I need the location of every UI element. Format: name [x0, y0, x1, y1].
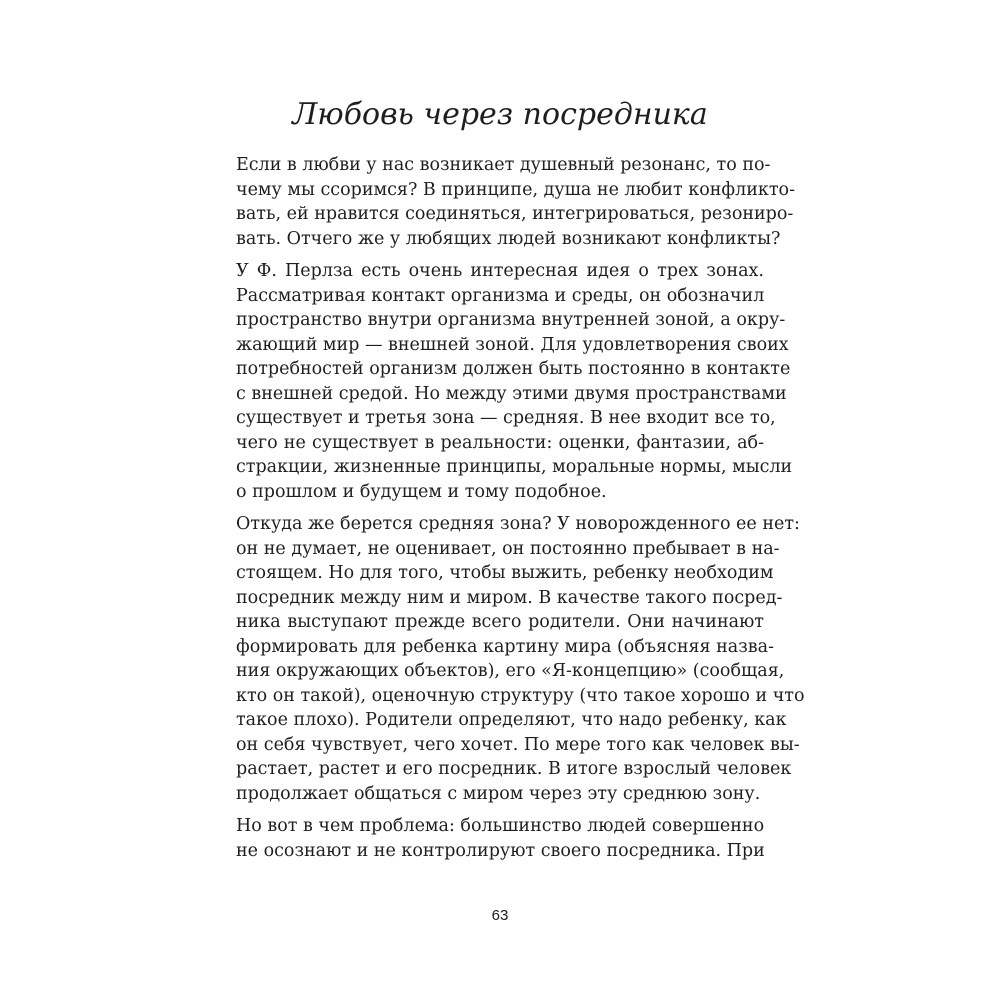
text-line: растает, растет и его посредник. В итоге взрослый человек [236, 759, 792, 779]
text-line: пространство внутри организма внутренней зоной, а окру- [236, 310, 786, 330]
text-line: он не думает, не оценивает, он постоянно пребывает в на- [236, 538, 780, 559]
text-line: стоящем. Но для того, чтобы выжить, ребенку необходим [236, 563, 774, 583]
text-line: формировать для ребенка картину мира (объясняя назва- [236, 636, 774, 657]
text-line: продолжает общаться с миром через эту среднюю зону. [236, 783, 761, 804]
paragraph-3 [236, 512, 805, 806]
paragraph-2 [236, 259, 793, 504]
text-line: с внешней средой. Но между этими двумя пространствами [236, 383, 787, 404]
text-line: ния окружающих объектов), его «Я-концепцию» (сообщая, [236, 661, 785, 681]
text-line: посредник между ним и миром. В качестве такого посред- [236, 587, 783, 608]
text-line: вать, ей нравится соединяться, интегрироваться, резониро- [236, 204, 794, 224]
text-line: чего не существует в реальности: оценки, фантазии, аб- [236, 432, 764, 453]
text-line: Если в любви у нас возникает душевный резонанс, то по- [236, 155, 771, 175]
text-line: не осознают и не контролируют своего посредника. При [236, 840, 765, 861]
text-line: Рассматривая контакт организма и среды, он обозначил [236, 285, 765, 306]
text-line: Откуда же берется средняя зона? У новорожденного ее нет: [236, 514, 800, 534]
text-line: ника выступают прежде всего родители. Они начинают [236, 612, 764, 632]
text-line: потребностей организм должен быть постоянно в контакте [236, 359, 791, 379]
text-line: У Ф. Перлза есть очень интересная идея о трех зонах. [236, 261, 764, 281]
text-line: стракции, жизненные принципы, моральные нормы, мысли [236, 457, 793, 477]
body-text [236, 153, 805, 871]
text-line: кто он такой), оценочную структуру (что такое хорошо и что [236, 685, 805, 706]
text-line: такое плохо). Родители определяют, что надо ребенку, как [236, 710, 787, 730]
text-line: Но вот в чем проблема: большинство людей совершенно [236, 816, 765, 836]
paragraph-4 [236, 814, 764, 863]
page-number: 63 [491, 907, 509, 924]
text-line: чему мы ссоримся? В принципе, душа не любит конфликто- [236, 179, 795, 200]
text-line: о прошлом и будущем и тому подобное. [236, 481, 607, 502]
text-line: вать. Отчего же у любящих людей возникают конфликты? [236, 228, 781, 249]
text-line: существует и третья зона — средняя. В нее входит все то, [236, 408, 776, 428]
paragraph-1 [236, 153, 795, 251]
chapter-title: Любовь через посредника [292, 97, 708, 132]
text-line: жающий мир — внешней зоной. Для удовлетворения своих [236, 334, 789, 355]
text-line: он себя чувствует, чего хочет. По мере того как человек вы- [236, 734, 800, 755]
